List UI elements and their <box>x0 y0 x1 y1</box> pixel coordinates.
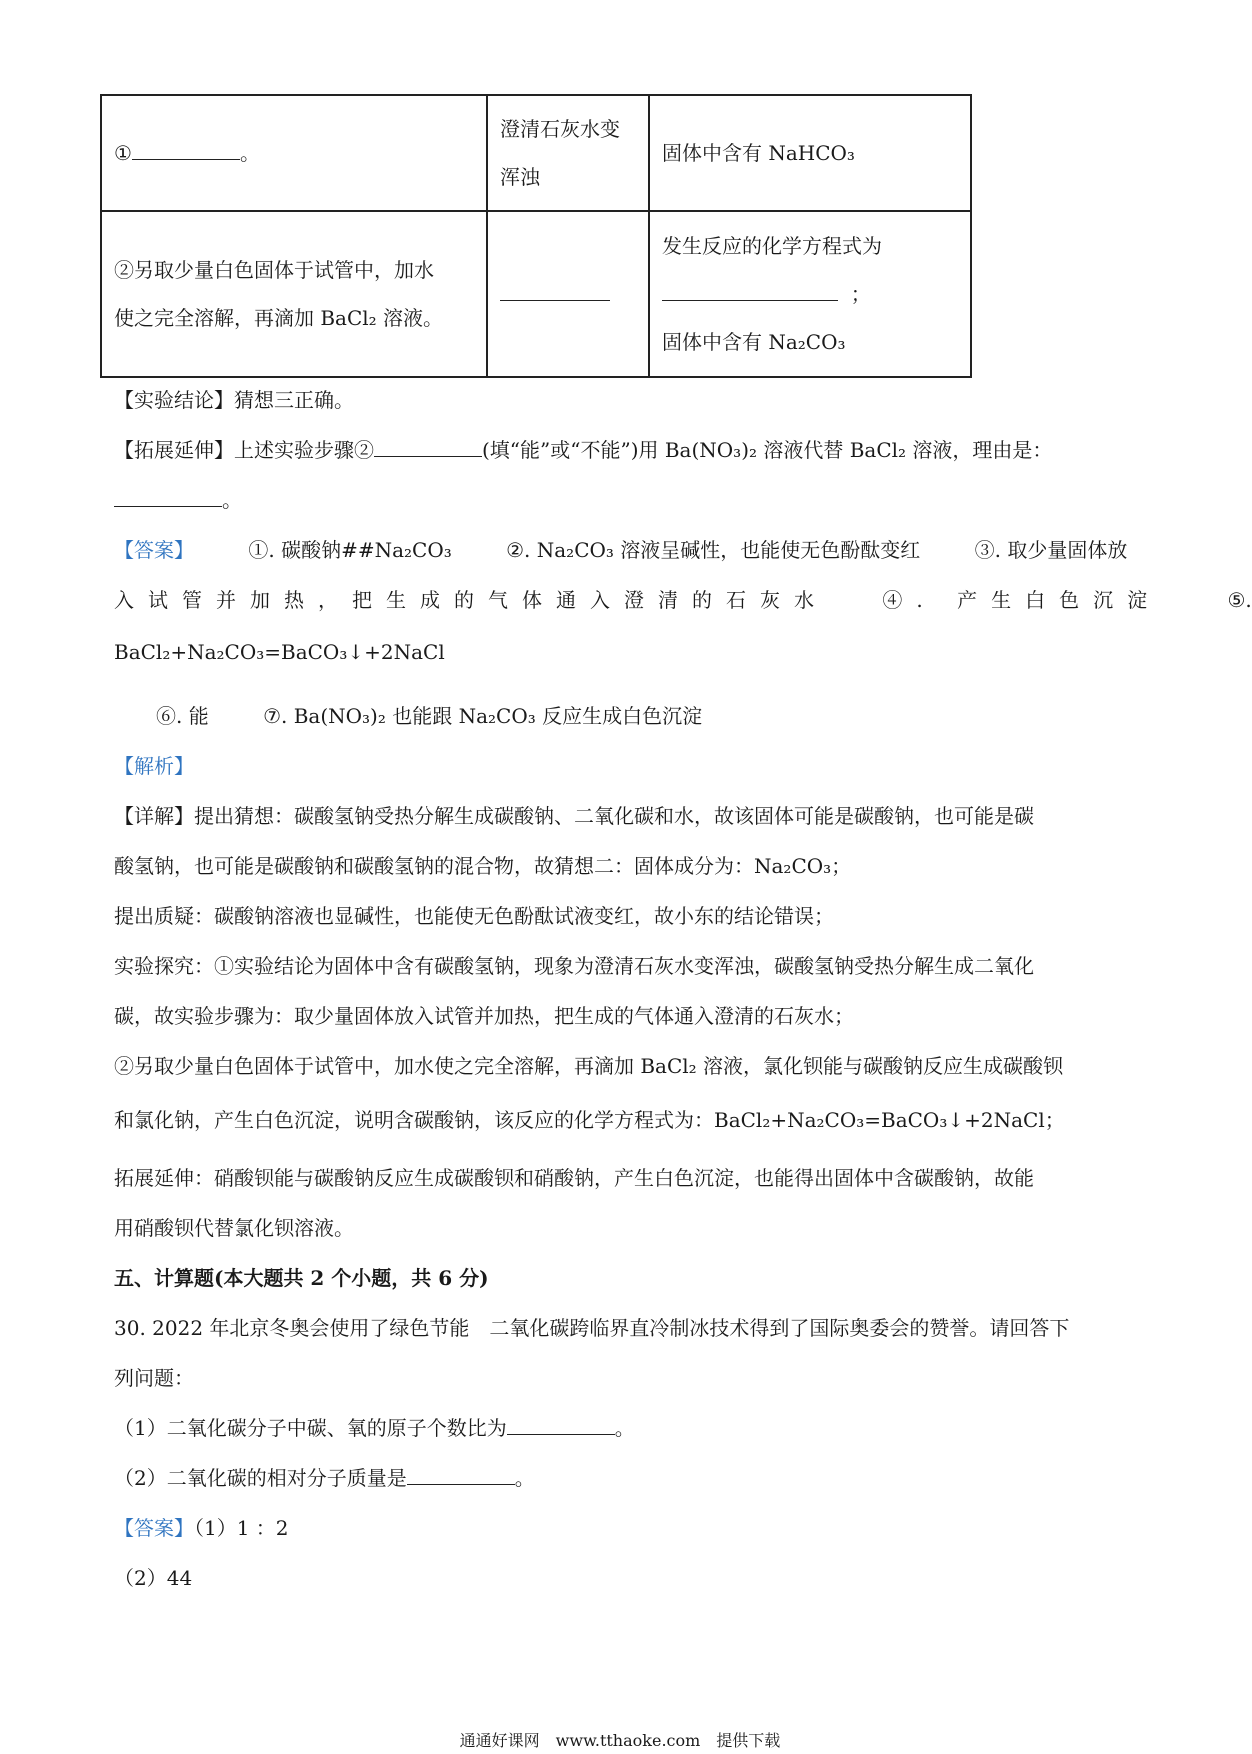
answer-4: ④. 产生白色沉淀 <box>882 588 1162 612</box>
answer-2: ②. Na₂CO₃ 溶液呈碱性，也能使无色酚酞变红 <box>506 538 921 562</box>
step-cell <box>101 211 487 377</box>
sub-question-1-text: （1）二氧化碳分子中碳、氧的原子个数比为 <box>114 1416 507 1440</box>
sub-question-1 <box>114 1412 635 1441</box>
conclusion-text: 固体中含有 NaHCO₃ <box>662 141 855 165</box>
experiment-conclusion: 【实验结论】猜想三正确。 <box>114 388 354 412</box>
q30-answer-2: （2）44 <box>114 1566 193 1590</box>
detail-line: 【详解】提出猜想：碳酸氢钠受热分解生成碳酸钠、二氧化碳和水，故该固体可能是碳酸钠，也可能是碳 <box>114 804 1034 828</box>
blank-extension-reason[interactable] <box>114 484 222 507</box>
blank-q30-2[interactable] <box>407 1462 515 1485</box>
answer-3-continued: 入试管并加热，把生成的气体通入澄清的石灰水 <box>114 588 828 612</box>
conclusion-cell <box>649 211 971 377</box>
extension-text: 【拓展延伸】上述实验步骤② <box>114 438 374 462</box>
step-2-line: 使之完全溶解，再滴加 BaCl₂ 溶液。 <box>114 306 444 330</box>
blank-phenomenon[interactable] <box>500 278 610 301</box>
q30-answer-1-text: （1）1 ：2 <box>194 1516 289 1540</box>
phenomenon-cell <box>487 95 649 211</box>
equation-blank-line <box>662 270 958 318</box>
semicolon: ； <box>850 282 871 306</box>
extension-reason-line <box>114 484 242 513</box>
detail-line: 用硝酸钡代替氯化钡溶液。 <box>114 1216 354 1240</box>
answer-3: ③. 取少量固体放 <box>974 538 1128 562</box>
answer-line-4 <box>156 700 702 729</box>
detail-line: 和氯化钠，产生白色沉淀，说明含碳酸钠，该反应的化学方程式为：BaCl₂+Na₂CO₃=BaCO₃↓+2NaCl； <box>114 1108 1065 1132</box>
equation-prompt: 发生反应的化学方程式为 <box>662 234 882 258</box>
answer-line-1 <box>114 534 1127 563</box>
conclusion-cell <box>649 95 971 211</box>
detail-line: ②另取少量白色固体于试管中，加水使之完全溶解，再滴加 BaCl₂ 溶液，氯化钡能与碳酸钠反应生成碳酸钡 <box>114 1054 1064 1078</box>
step-2-line: ②另取少量白色固体于试管中，加水 <box>114 258 434 282</box>
answer-1: ①. 碳酸钠##Na₂CO₃ <box>248 538 452 562</box>
sub-question-1-end: 。 <box>614 1416 635 1440</box>
answer-line-3 <box>114 640 445 664</box>
step-1-suffix: 。 <box>239 141 260 165</box>
detail-line: 实验探究：①实验结论为固体中含有碳酸氢钠，现象为澄清石灰水变浑浊，碳酸氢钠受热分解生成二氧化 <box>114 954 1034 978</box>
blank-extension-1[interactable] <box>374 434 482 457</box>
extension-text: (填“能”或“不能”)用 Ba(NO₃)₂ 溶液代替 BaCl₂ 溶液，理由是： <box>482 438 1053 462</box>
conclusion-text: 固体中含有 Na₂CO₃ <box>662 330 846 354</box>
detail-line: 拓展延伸：硝酸钡能与碳酸钠反应生成碳酸钡和硝酸钠，产生白色沉淀，也能得出固体中含碳酸钠，故能 <box>114 1166 1034 1190</box>
q30-answer-1 <box>114 1512 289 1541</box>
extension-end: 。 <box>222 488 242 512</box>
analysis-label: 【解析】 <box>114 754 194 778</box>
answer-7: ⑦. Ba(NO₃)₂ 也能跟 Na₂CO₃ 反应生成白色沉淀 <box>263 704 703 728</box>
blank-step-1[interactable] <box>132 137 240 160</box>
phenomenon-line: 澄清石灰水变 <box>500 117 620 141</box>
section-heading: 五、计算题(本大题共 2 个小题，共 6 分) <box>114 1266 489 1290</box>
answer-6: ⑥. 能 <box>156 704 209 728</box>
step-cell <box>101 95 487 211</box>
sub-question-2 <box>114 1462 535 1491</box>
experiment-table <box>100 94 972 378</box>
table-row <box>101 211 971 377</box>
table-row <box>101 95 971 211</box>
step-1-prefix: ① <box>114 141 132 165</box>
extension-question <box>114 434 1052 463</box>
detail-line: 提出质疑：碳酸钠溶液也显碱性，也能使无色酚酞试液变红，故小东的结论错误； <box>114 904 834 928</box>
detail-line: 碳，故实验步骤为：取少量固体放入试管并加热，把生成的气体通入澄清的石灰水； <box>114 1004 854 1028</box>
sub-question-2-text: （2）二氧化碳的相对分子质量是 <box>114 1466 407 1490</box>
answer-label: 【答案】 <box>114 1516 194 1540</box>
answer-5: ⑤. <box>1227 588 1252 612</box>
blank-equation[interactable] <box>662 278 838 301</box>
answer-label: 【答案】 <box>114 538 194 562</box>
detail-line: 酸氢钠，也可能是碳酸钠和碳酸氢钠的混合物，故猜想二：固体成分为：Na₂CO₃； <box>114 854 852 878</box>
phenomenon-line: 浑浊 <box>500 165 540 189</box>
sub-question-2-end: 。 <box>514 1466 535 1490</box>
question-30-text: 30. 2022 年北京冬奥会使用了绿色节能 二氧化碳跨临界直冷制冰技术得到了国际奥委会的赞誉。请回答下 <box>114 1316 1070 1340</box>
question-30-text: 列问题： <box>114 1366 194 1390</box>
footer-text: 通通好课网 www.tthaoke.com 提供下载 <box>459 1731 781 1750</box>
answer-line-2 <box>114 584 1252 613</box>
phenomenon-cell <box>487 211 649 377</box>
answer-5-equation: BaCl₂+Na₂CO₃=BaCO₃↓+2NaCl <box>114 640 445 664</box>
blank-q30-1[interactable] <box>507 1412 615 1435</box>
